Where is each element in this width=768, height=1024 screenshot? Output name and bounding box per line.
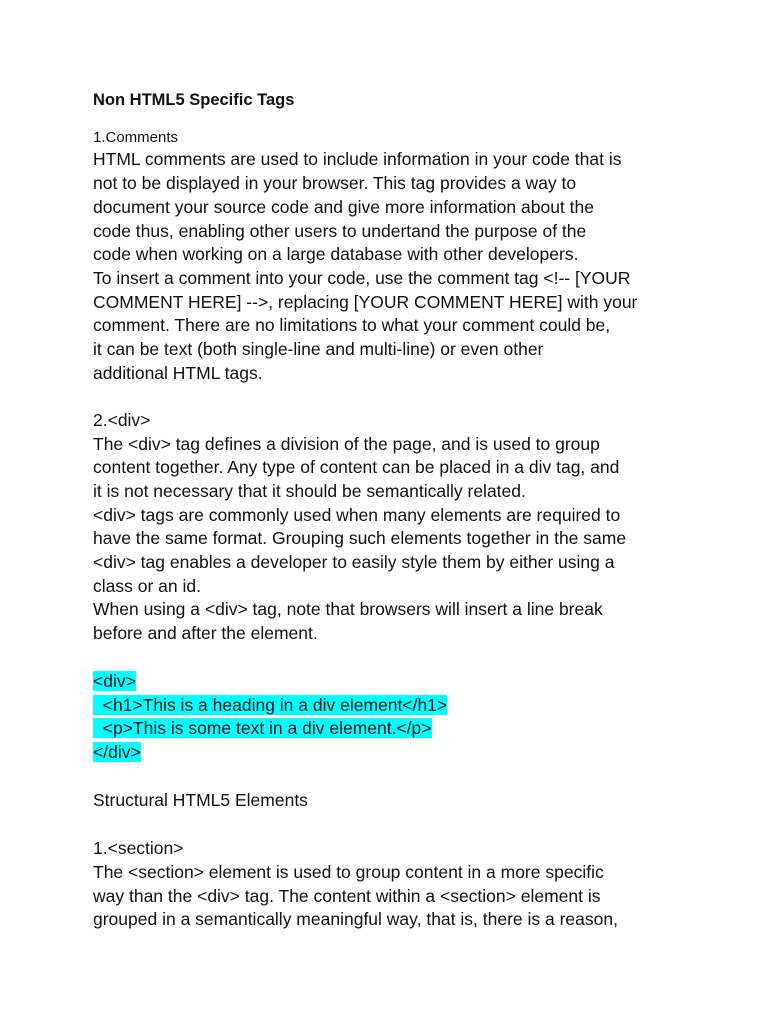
code-highlight: </div>: [93, 742, 141, 762]
paragraph-line: before and after the element.: [93, 623, 318, 643]
paragraph-line: it can be text (both single-line and multi-line) or even other: [93, 339, 544, 359]
paragraph-line: HTML comments are used to include information in your code that is: [93, 149, 622, 169]
paragraph-line: grouped in a semantically meaningful way, that is, there is a reason,: [93, 909, 618, 929]
paragraph-line: <div> tags are commonly used when many elements are required to: [93, 505, 621, 525]
code-highlight: <p>This is some text in a div element.</p>: [93, 718, 432, 738]
code-line: [93, 717, 432, 741]
document-page: [93, 0, 753, 1024]
section-heading-comments: 1.Comments: [93, 129, 179, 146]
paragraph-line: document your source code and give more information about the: [93, 197, 594, 217]
section-heading-section: 1.<section>: [93, 838, 184, 858]
paragraph-line: it is not necessary that it should be semantically related.: [93, 481, 526, 501]
paragraph-line: COMMENT HERE] -->, replacing [YOUR COMMENT HERE] with your: [93, 292, 638, 312]
section-heading-div: 2.<div>: [93, 410, 151, 430]
paragraph-line: code when working on a large database with other developers.: [93, 244, 579, 264]
paragraph-line: The <div> tag defines a division of the page, and is used to group: [93, 434, 600, 454]
paragraph-line: The <section> element is used to group content in a more specific: [93, 862, 604, 882]
paragraph-line: When using a <div> tag, note that browsers will insert a line break: [93, 599, 603, 619]
code-line: [93, 670, 136, 694]
paragraph-line: <div> tag enables a developer to easily style them by either using a: [93, 552, 615, 572]
paragraph-line: content together. Any type of content can be placed in a div tag, and: [93, 457, 620, 477]
paragraph-line: not to be displayed in your browser. This tag provides a way to: [93, 173, 577, 193]
code-line: [93, 694, 447, 718]
paragraph-line: have the same format. Grouping such elements together in the same: [93, 528, 627, 548]
paragraph-line: way than the <div> tag. The content within a <section> element is: [93, 886, 601, 906]
code-highlight: <div>: [93, 671, 136, 691]
paragraph-line: class or an id.: [93, 576, 201, 596]
paragraph-line: To insert a comment into your code, use the comment tag <!-- [YOUR: [93, 268, 631, 288]
structural-heading: Structural HTML5 Elements: [93, 790, 308, 810]
document-title: Non HTML5 Specific Tags: [93, 91, 295, 109]
code-highlight: <h1>This is a heading in a div element</h1>: [93, 695, 448, 715]
paragraph-line: code thus, enabling other users to undertand the purpose of the: [93, 221, 587, 241]
paragraph-line: additional HTML tags.: [93, 363, 263, 383]
code-line: [93, 741, 141, 765]
paragraph-line: comment. There are no limitations to what your comment could be,: [93, 315, 611, 335]
